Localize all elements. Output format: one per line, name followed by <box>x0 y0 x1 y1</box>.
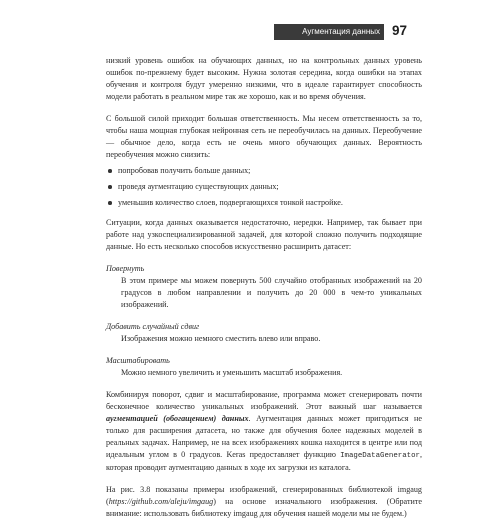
bullet-dot-icon <box>108 169 112 173</box>
running-header-title: Аугментация данных <box>302 27 380 36</box>
bullet-dot-icon <box>108 201 112 205</box>
page-number: 97 <box>392 23 408 38</box>
list-item: попробовав получить больше данных; <box>106 165 422 177</box>
list-item: проведя аугментацию существующих данных; <box>106 181 422 193</box>
imgaug-link[interactable]: https://github.com/aleju/imgaug <box>108 497 214 506</box>
paragraph-insufficient-data: Ситуации, когда данных оказывается недостаточно, нередки. Например, так бывает при работе над узкоспециализированной задачей, для которой сложно получить подходящие данные. Но есть несколько способов искусственно расширить датасет: <box>106 218 422 251</box>
text-column <box>106 55 422 520</box>
paragraph-overfitting-end: низкий уровень ошибок на обучающих данных, но на контрольных данных уровень ошибок по-прежнему будет высоким. Нужна золотая середина, когда ошибки на этапах обучения и контроля будут умеренно низкими, что в идеале гарантирует способность модели работать в реальном мире так же хорошо, как и во время обучения. <box>106 56 422 101</box>
paragraph-imgaug: На рис. 3.8 показаны примеры изображений, сгенерированных библиотекой imgaug (https://github.com/aleju/imgaug) на основе изначального изображения. (Обратите внимание: использовать библиотеку imgaug для обучения нашей модели мы не будем.) <box>106 485 422 518</box>
method-term-shift: Добавить случайный сдвиг <box>106 322 200 331</box>
bullet-dot-icon <box>108 185 112 189</box>
code-image-data-generator: ImageDataGenerator <box>340 452 420 460</box>
paragraph-responsibility: С большой силой приходит большая ответственность. Мы несем ответственность за то, чтобы наша мощная глубокая нейронная сеть не переобучилась на данных. Переобучение — обычное дело, когда есть не очень много обучающих данных. Вероятность переобучения можно снизить: <box>106 114 422 159</box>
method-term-rotate: Повернуть <box>106 264 145 273</box>
paragraph-data-augmentation: Комбинируя поворот, сдвиг и масштабирование, программа может сгенерировать почти бесконечное количество уникальных изображений. Этот важный шаг называется аугментацией (обогащением) данных. Аугментация данных может пригодиться не только для расширения датасета, но также для обучения более надежных моделей в реальных задачах. Например, не на всех изображениях кошка находится в центре или под идеальным углом в 0 градусов. Keras предоставляет функцию ImageDataGenerator, которая проводит аугментацию данных в ходе их загрузки из каталога. <box>106 390 422 472</box>
method-term-zoom: Масштабировать <box>106 356 170 365</box>
list-item: уменьшив количество слоев, подвергающихся тонкой настройке. <box>106 197 422 209</box>
method-desc-rotate: В этом примере мы можем повернуть 500 случайно отобранных изображений на 20 градусов в любом направлении и получить до 20 000 в чем-то уникальных изображений. <box>121 276 422 309</box>
overfitting-remedies-list <box>106 165 422 209</box>
method-desc-shift: Изображения можно немного сместить влево или вправо. <box>121 334 321 343</box>
method-desc-zoom: Можно немного увеличить и уменьшить масштаб изображения. <box>121 368 343 377</box>
term-data-augmentation: аугментацией (обогащением) данных <box>106 414 249 423</box>
